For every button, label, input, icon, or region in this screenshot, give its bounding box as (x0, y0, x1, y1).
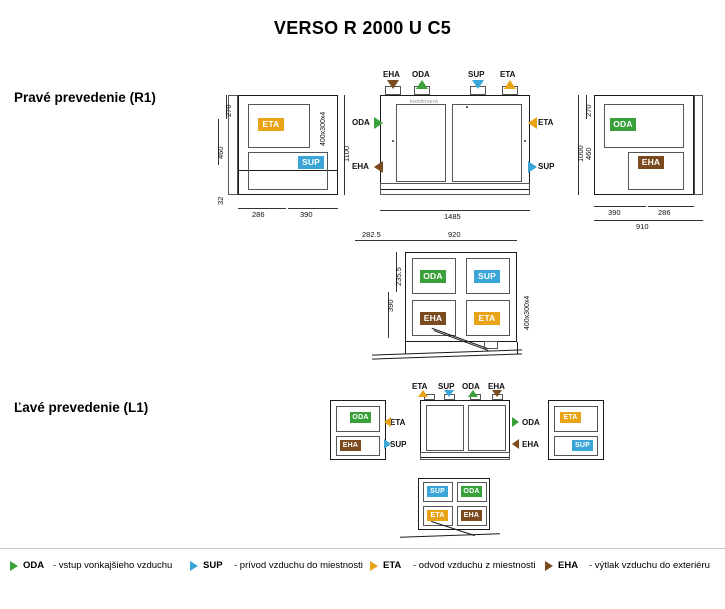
oda-arrow-icon (10, 561, 18, 571)
dim-line (238, 208, 286, 209)
sup-arrow-icon (190, 561, 198, 571)
legend-text-oda: - vstup vonkajšieho vzduchu (53, 560, 173, 571)
dim-line (355, 240, 405, 241)
dim-286: 286 (658, 208, 671, 217)
tag-eta: ETA (427, 510, 448, 521)
dim-1485: 1485 (444, 212, 461, 221)
door-panel-right (468, 405, 506, 451)
arrow-eha-left (512, 439, 519, 449)
label-sup-top: SUP (438, 382, 455, 391)
arrow-eta-left (528, 117, 537, 129)
dim-2355: 235.5 (394, 267, 403, 286)
label-oda-top: ODA (412, 70, 430, 79)
legend-text-eta: - odvod vzduchu z miestnosti (413, 560, 536, 571)
door-panel-left (426, 405, 464, 451)
legend-code-oda: ODA (23, 560, 45, 571)
arrow-eta-up (504, 80, 516, 89)
label-oda-right: ODA (522, 418, 540, 427)
tag-sup: SUP (298, 156, 324, 169)
dim-390: 390 (386, 299, 395, 312)
variant-right-label: Pravé prevedenie (R1) (14, 90, 156, 105)
connector (484, 341, 498, 349)
legend-code-sup: SUP (203, 560, 223, 571)
label-eha-right: EHA (522, 440, 539, 449)
tag-oda: ODA (350, 412, 371, 423)
door-panel-left (396, 104, 446, 182)
door-panel-right (452, 104, 522, 182)
arrow-sup-right (384, 439, 391, 449)
arrow-oda-up (416, 80, 428, 89)
dim-line (405, 240, 517, 241)
dim-920: 920 (448, 230, 461, 239)
tag-eha: EHA (420, 312, 446, 325)
tag-eta: ETA (258, 118, 284, 131)
label-oda-top: ODA (462, 382, 480, 391)
arrow-eha-down (492, 390, 502, 397)
label-eta-right: ETA (538, 118, 554, 127)
unit-base (420, 452, 510, 460)
base-line (400, 533, 500, 537)
dim-270: 270 (584, 104, 593, 117)
dim-400x300x4: 400x300x4 (320, 111, 327, 146)
eha-arrow-icon (545, 561, 553, 571)
dim-32: 32 (216, 196, 225, 205)
arrow-sup-down (444, 390, 454, 397)
label-eha-top: EHA (383, 70, 400, 79)
dim-line (288, 208, 338, 209)
dim-390: 390 (608, 208, 621, 217)
tag-sup: SUP (572, 440, 593, 451)
tag-eha: EHA (340, 440, 361, 451)
dim-1100: 1100 (342, 145, 351, 162)
dim-line (648, 206, 694, 207)
arrow-eha-left (374, 161, 383, 173)
dim-460: 460 (584, 147, 593, 160)
label-eha-top: EHA (488, 382, 505, 391)
base-edge (517, 342, 518, 354)
dim-400x300x4: 400x300x4 (524, 295, 531, 330)
dim-460: 460 (216, 146, 225, 159)
arrow-oda-right (512, 417, 519, 427)
arrow-eha-down (387, 80, 399, 89)
arrow-eta-left (384, 417, 391, 427)
dim-390: 390 (300, 210, 313, 219)
unit-panel-edge (694, 95, 703, 195)
tag-oda: ODA (420, 270, 446, 283)
label-eta: ETA (390, 418, 406, 427)
dim-2825: 282.5 (362, 230, 381, 239)
label-eta-top: ETA (500, 70, 516, 79)
arrow-sup-down (472, 80, 484, 89)
tag-oda: ODA (461, 486, 482, 497)
dim-line (594, 206, 646, 207)
arrow-oda-right (374, 117, 383, 129)
label-sup-right: SUP (538, 162, 555, 171)
variant-left-label: Ľavé prevedenie (L1) (14, 400, 149, 415)
tag-oda: ODA (610, 118, 636, 131)
legend-code-eta: ETA (383, 560, 402, 571)
label-sup: SUP (390, 440, 407, 449)
eta-arrow-icon (370, 561, 378, 571)
tag-eha: EHA (638, 156, 664, 169)
unit-base (380, 183, 530, 195)
label-eta-top: ETA (412, 382, 428, 391)
dim-line (380, 210, 530, 211)
tag-eta: ETA (560, 412, 581, 423)
brand-logo: komfovent (410, 99, 439, 105)
dim-1000: 1000 (576, 145, 585, 162)
dim-line (594, 220, 703, 221)
legend-text-sup: - prívod vzduchu do miestnosti (234, 560, 363, 571)
tag-eha: EHA (461, 510, 482, 521)
arrow-sup-right (528, 161, 537, 173)
dim-286: 286 (252, 210, 265, 219)
label-eha-left: EHA (352, 162, 369, 171)
label-sup-top: SUP (468, 70, 485, 79)
legend-text-eha: - výtlak vzduchu do exteriéru (589, 560, 710, 571)
label-oda-left: ODA (352, 118, 370, 127)
arrow-eta-up (418, 390, 428, 397)
page-title: VERSO R 2000 U C5 (273, 18, 452, 38)
dim-270: 270 (224, 104, 233, 117)
tag-eta: ETA (474, 312, 500, 325)
tag-sup: SUP (474, 270, 500, 283)
arrow-oda-up (468, 390, 478, 397)
base-edge (405, 342, 406, 354)
legend (0, 548, 725, 609)
legend-code-eha: EHA (558, 560, 579, 571)
tag-sup: SUP (427, 486, 448, 497)
dim-910: 910 (636, 222, 649, 231)
